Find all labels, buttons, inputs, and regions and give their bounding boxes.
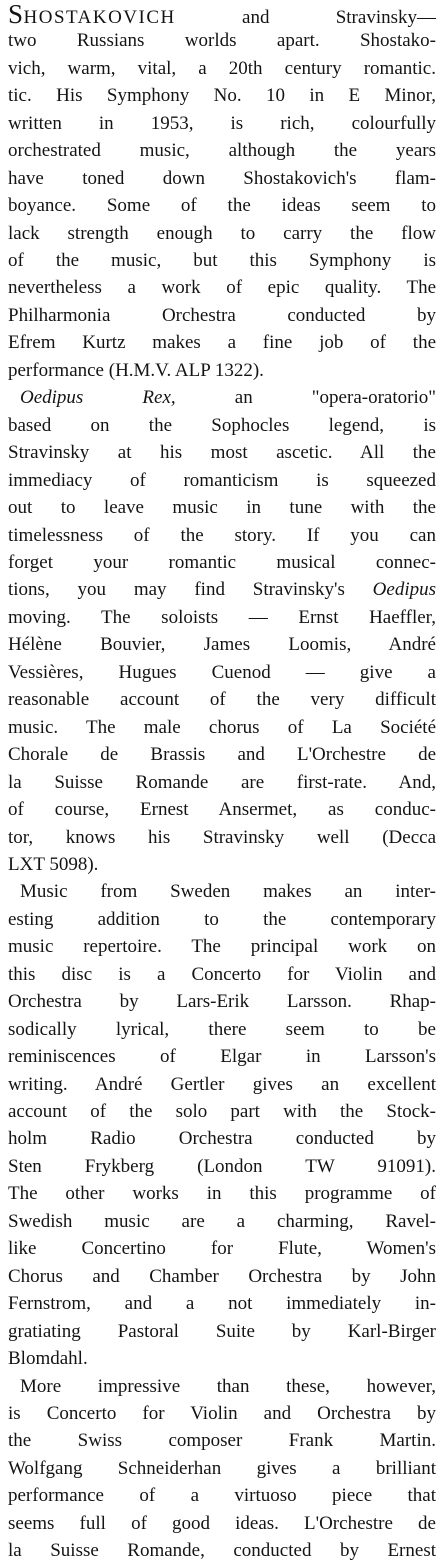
text-line (8, 467, 436, 495)
text-line (8, 1043, 436, 1071)
text-line (8, 82, 436, 110)
text-line (8, 1482, 436, 1510)
text-run: Swedish music are a charming, Ravel- (8, 1211, 436, 1232)
text-run: Oedipus (372, 579, 436, 600)
drop-cap: S (8, 0, 24, 29)
text-line (8, 631, 436, 659)
text-line (8, 1263, 436, 1291)
text-line (8, 549, 436, 577)
text-run: Wolfgang Schneiderhan gives a brilliant (8, 1458, 436, 1479)
text-run: music. The male chorus of La Société (8, 717, 436, 738)
text-run: is Concerto for Violin and Orchestra by (8, 1403, 436, 1424)
text-line (8, 412, 436, 440)
text-line (8, 1427, 436, 1455)
text-line (8, 988, 436, 1016)
text-run: written in 1953, is rich, colourfully (8, 113, 436, 134)
text-run: Vessières, Hugues Cuenod — give a (8, 662, 436, 683)
text-line (8, 192, 436, 220)
text-run: Chorus and Chamber Orchestra by John (8, 1266, 436, 1287)
text-line (8, 0, 436, 28)
text-run: vich, warm, vital, a 20th century romantic. (8, 58, 436, 79)
text-line (8, 1290, 436, 1318)
text-run: timelessness of the story. If you can (8, 525, 436, 546)
text-run: gratiating Pastoral Suite by Karl-Birger (8, 1321, 436, 1342)
text-run: Stravinsky at his most ascetic. All the (8, 442, 436, 463)
text-line (8, 274, 436, 302)
text-run: reasonable account of the very difficult (8, 689, 436, 710)
text-line (8, 110, 436, 138)
text-line (8, 357, 436, 385)
text-line (8, 659, 436, 687)
text-run: Blomdahl. (8, 1348, 88, 1369)
text-run: Philharmonia Orchestra conducted by (8, 305, 436, 326)
text-run: two Russians worlds apart. Shostako- (8, 30, 436, 51)
text-line (8, 220, 436, 248)
text-run: la Suisse Romande are first-rate. And, (8, 772, 436, 793)
text-line (8, 522, 436, 550)
text-line (8, 1016, 436, 1044)
text-run: of the music, but this Symphony is (8, 250, 436, 271)
text-line (8, 714, 436, 742)
text-line (8, 796, 436, 824)
text-line (8, 1400, 436, 1428)
text-line (8, 1510, 436, 1538)
text-run: seems full of good ideas. L'Orchestre de (8, 1513, 436, 1534)
text-run: Orchestra by Lars-Erik Larsson. Rhap- (8, 991, 436, 1012)
text-run: the Swiss composer Frank Martin. (8, 1430, 436, 1451)
text-run: holm Radio Orchestra conducted by (8, 1128, 436, 1149)
text-run: lack strength enough to carry the flow (8, 223, 436, 244)
text-run: Oedipus Rex, (20, 387, 176, 408)
text-run: have toned down Shostakovich's flam- (8, 168, 436, 189)
text-line (20, 1373, 436, 1401)
text-line (8, 165, 436, 193)
text-run: Fernstrom, and a not immediately in- (8, 1293, 436, 1314)
text-line (8, 439, 436, 467)
text-line (8, 137, 436, 165)
text-run: out to leave music in tune with the (8, 497, 436, 518)
text-line (8, 1071, 436, 1099)
text-line (8, 686, 436, 714)
text-line (8, 1235, 436, 1263)
text-run: Music from Sweden makes an inter- (20, 881, 436, 902)
text-line (8, 1180, 436, 1208)
text-line (8, 27, 436, 55)
text-run: la Suisse Romande, conducted by Ernest (8, 1540, 436, 1561)
text-line (8, 824, 436, 852)
text-run: this disc is a Concerto for Violin and (8, 964, 436, 985)
text-line (8, 769, 436, 797)
text-line (8, 933, 436, 961)
text-line (8, 1125, 436, 1153)
text-run: Sten Frykberg (London TW 91091). (8, 1156, 436, 1177)
text-line (8, 329, 436, 357)
text-line (8, 1345, 436, 1373)
text-line (8, 961, 436, 989)
text-line (8, 247, 436, 275)
text-run: nevertheless a work of epic quality. The (8, 277, 436, 298)
text-run: based on the Sophocles legend, is (8, 415, 436, 436)
text-line (8, 604, 436, 632)
text-run: music repertoire. The principal work on (8, 936, 436, 957)
text-run: Hélène Bouvier, James Loomis, André (8, 634, 436, 655)
text-run: reminiscences of Elgar in Larsson's (8, 1046, 436, 1067)
text-run: forget your romantic musical connec- (8, 552, 436, 573)
text-run: esting addition to the contemporary (8, 909, 436, 930)
text-line (20, 384, 436, 412)
text-run: tor, knows his Stravinsky well (Decca (8, 827, 436, 848)
text-run: like Concertino for Flute, Women's (8, 1238, 436, 1259)
text-run: account of the solo part with the Stock- (8, 1101, 436, 1122)
text-line (8, 302, 436, 330)
text-run: performance of a virtuoso piece that (8, 1485, 436, 1506)
text-line (8, 1318, 436, 1346)
text-run: More impressive than these, however, (20, 1376, 436, 1397)
text-line (20, 878, 436, 906)
text-run: and Stravinsky— (175, 7, 436, 28)
text-run: tic. His Symphony No. 10 in E Minor, (8, 85, 436, 106)
text-run: of course, Ernest Ansermet, as conduc- (8, 799, 436, 820)
text-run: immediacy of romanticism is squeezed (8, 470, 436, 491)
text-line (8, 55, 436, 83)
text-run: writing. André Gertler gives an excellent (8, 1074, 436, 1095)
text-line (8, 851, 436, 879)
text-line (8, 1208, 436, 1236)
text-run: orchestrated music, although the years (8, 140, 436, 161)
text-run: tions, you may find Stravinsky's (8, 579, 373, 600)
text-line (8, 1098, 436, 1126)
text-run: an "opera-oratorio" (175, 387, 436, 408)
text-line (8, 1455, 436, 1483)
text-run: moving. The soloists — Ernst Haeffler, (8, 607, 436, 628)
text-run: The other works in this programme of (8, 1183, 436, 1204)
text-run: boyance. Some of the ideas seem to (8, 195, 436, 216)
text-line (8, 741, 436, 769)
text-run: LXT 5098). (8, 854, 99, 875)
text-line (8, 576, 436, 604)
text-run: Efrem Kurtz makes a fine job of the (8, 332, 436, 353)
text-run: performance (H.M.V. ALP 1322). (8, 360, 264, 381)
text-run: sodically lyrical, there seem to be (8, 1019, 436, 1040)
text-line (8, 1153, 436, 1181)
text-line (8, 1537, 436, 1565)
text-line (8, 494, 436, 522)
text-run: Chorale de Brassis and L'Orchestre de (8, 744, 436, 765)
text-run: HOSTAKOVICH (23, 7, 176, 28)
text-line (8, 906, 436, 934)
